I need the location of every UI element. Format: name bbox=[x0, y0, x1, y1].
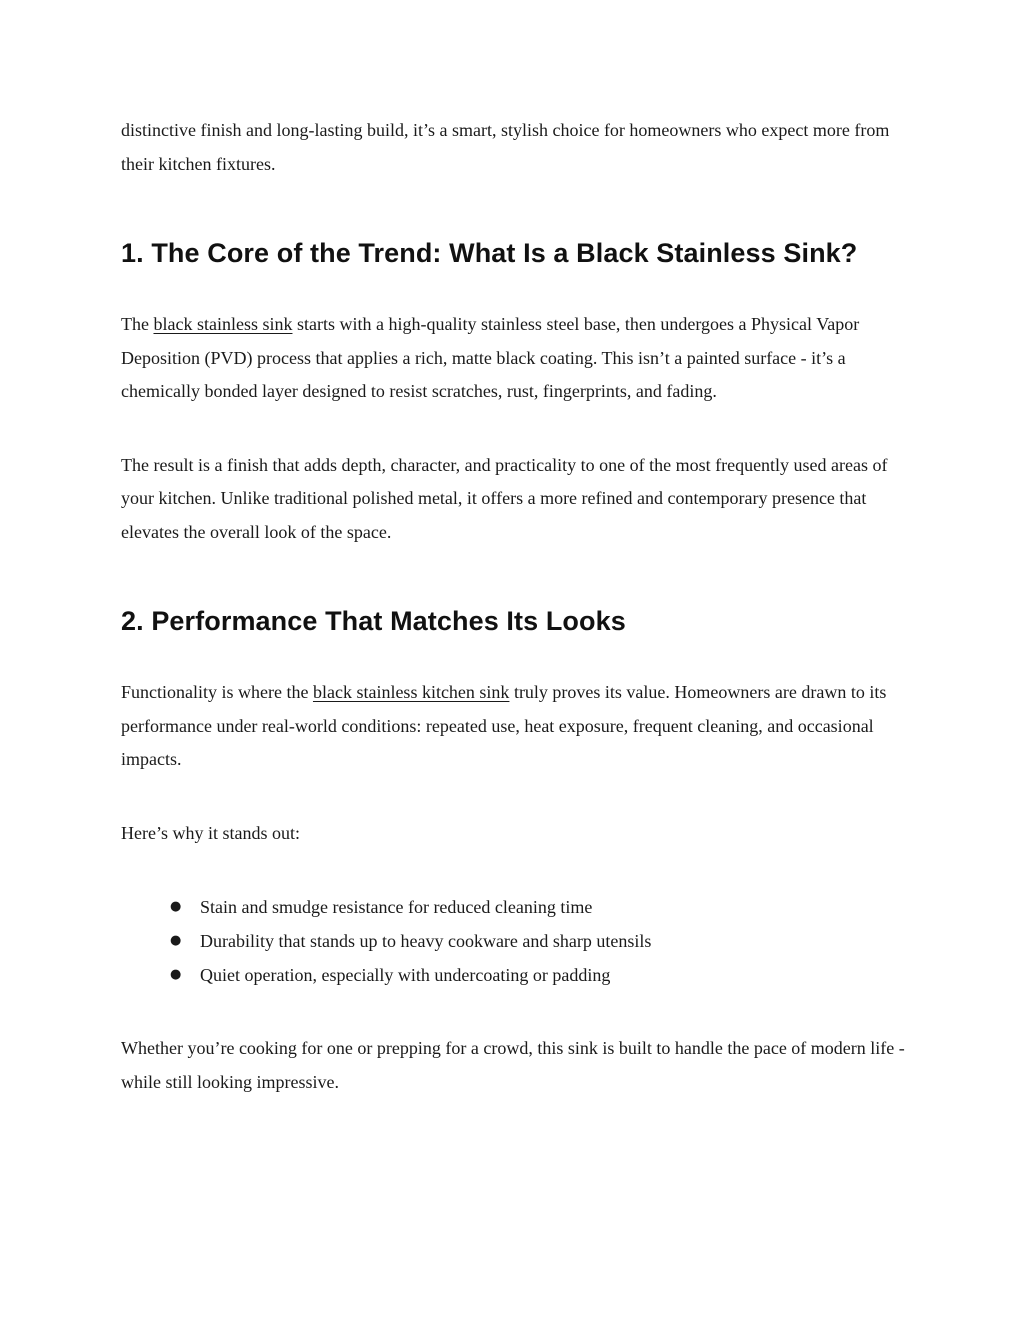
black-stainless-kitchen-sink-link[interactable]: black stainless kitchen sink bbox=[312, 682, 510, 702]
list-item bbox=[170, 958, 911, 992]
section-2-paragraph-2: Here’s why it stands out: bbox=[121, 822, 300, 843]
bullet-icon: ● bbox=[170, 967, 182, 982]
list-item bbox=[170, 890, 911, 924]
list-item-text: Stain and smudge resistance for reduced cleaning time bbox=[200, 897, 593, 917]
benefits-list bbox=[121, 890, 911, 992]
document-body bbox=[121, 114, 911, 1099]
paragraph-text: starts with a high-quality stainless steel base, then undergoes a Physical Vapor Deposition (PVD) process that applies a rich, matte black coating. This isn’t a painted surface - it’s a chemically bonded layer designed to resist scratches, rust, fingerprints, and fading. bbox=[121, 314, 860, 401]
section-2-heading: 2. Performance That Matches Its Looks bbox=[121, 606, 626, 636]
paragraph-text: The bbox=[121, 314, 154, 334]
section-1-paragraph-2: The result is a finish that adds depth, character, and practicality to one of the most frequently used areas of your kitchen. Unlike traditional polished metal, it offers a more refined and contemporary presence that elevates the overall look of the space. bbox=[121, 454, 888, 542]
paragraph-text: truly proves its value. Homeowners are drawn to its performance under real-world conditions: repeated use, heat exposure, frequent cleaning, and occasional impacts. bbox=[121, 682, 887, 769]
bullet-icon: ● bbox=[170, 933, 182, 948]
list-item-text: Durability that stands up to heavy cookware and sharp utensils bbox=[200, 931, 652, 951]
bullet-icon: ● bbox=[170, 899, 182, 914]
black-stainless-sink-link[interactable]: black stainless sink bbox=[153, 314, 293, 334]
list-item-text: Quiet operation, especially with undercoating or padding bbox=[200, 965, 611, 985]
section-1-paragraph-1 bbox=[121, 308, 911, 409]
intro-paragraph: distinctive finish and long-lasting build, it’s a smart, stylish choice for homeowners who expect more from their kitchen fixtures. bbox=[121, 120, 890, 174]
section-1-heading: 1. The Core of the Trend: What Is a Black Stainless Sink? bbox=[121, 238, 858, 268]
section-2-paragraph-3: Whether you’re cooking for one or prepping for a crowd, this sink is built to handle the pace of modern life - while still looking impressive. bbox=[121, 1038, 905, 1092]
paragraph-text: Functionality is where the bbox=[121, 682, 313, 702]
section-2-paragraph-1 bbox=[121, 676, 911, 777]
list-item bbox=[170, 924, 911, 958]
